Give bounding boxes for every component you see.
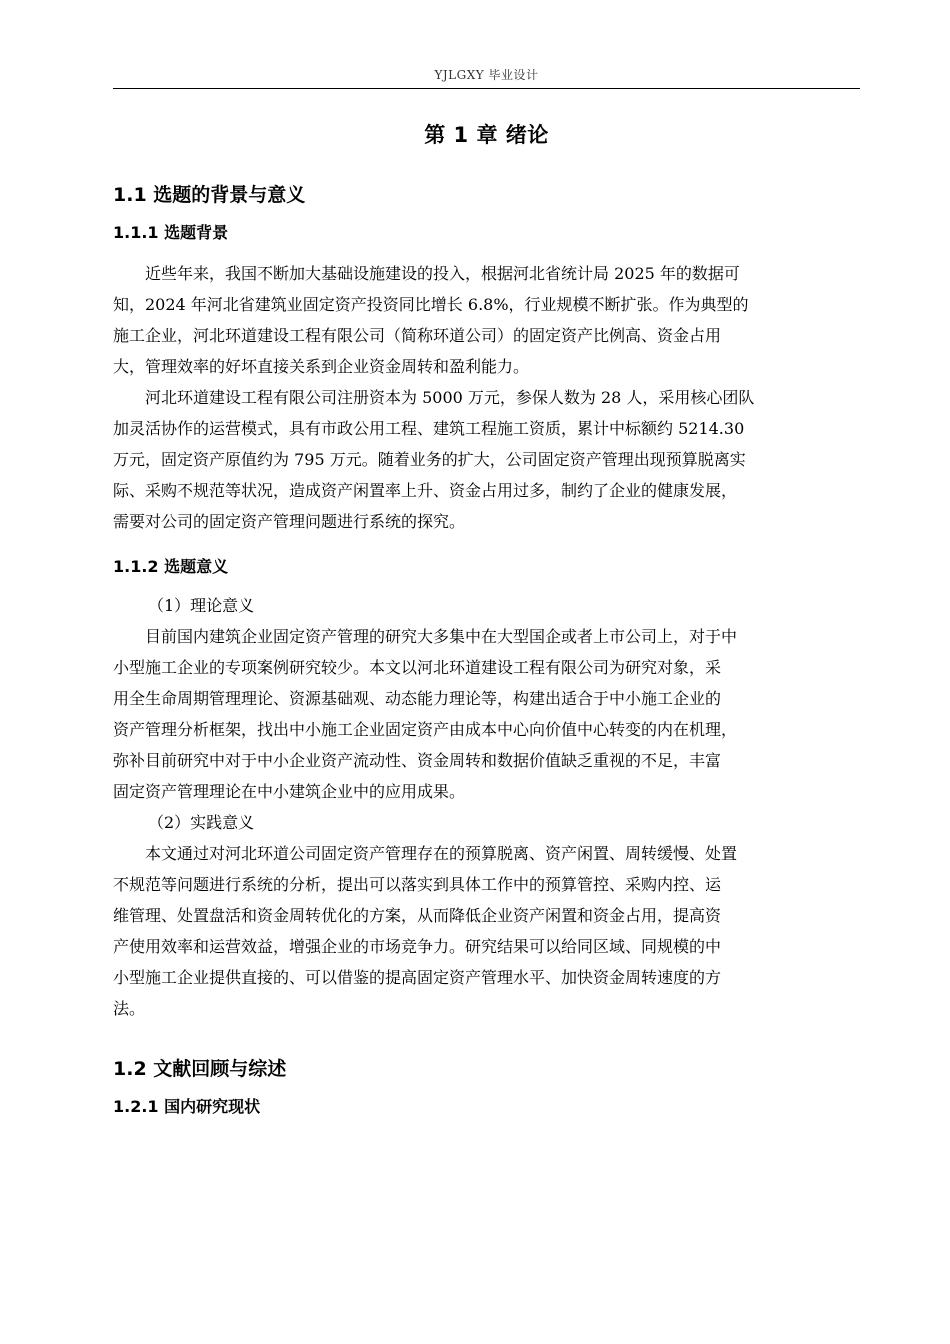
text-line: 目前国内建筑企业固定资产管理的研究大多集中在大型国企或者上市公司上，对于中 xyxy=(145,627,738,646)
text-line: 河北环道建设工程有限公司注册资本为 5000 万元，参保人数为 28 人，采用核心团队 xyxy=(145,388,755,407)
list-item-theoretical-significance: （1）理论意义 xyxy=(148,596,255,615)
list-item-practical-significance: （2）实践意义 xyxy=(148,813,255,832)
text-line: 固定资产管理理论在中小建筑企业中的应用成果。 xyxy=(113,782,466,801)
paragraph-background-1 xyxy=(113,258,860,382)
paragraph-background-2 xyxy=(113,382,860,537)
text-line: 小型施工企业的专项案例研究较少。本文以河北环道建设工程有限公司为研究对象，采 xyxy=(113,658,722,677)
text-line: 万元，固定资产原值约为 795 万元。随着业务的扩大，公司固定资产管理出现预算脱离实 xyxy=(113,450,746,469)
text-line: 际、采购不规范等状况，造成资产闲置率上升、资金占用过多，制约了企业的健康发展， xyxy=(113,481,738,500)
text-line: 需要对公司的固定资产管理问题进行系统的探究。 xyxy=(113,512,466,531)
page-content xyxy=(113,112,860,1120)
text-line: 近些年来，我国不断加大基础设施建设的投入，根据河北省统计局 2025 年的数据可 xyxy=(145,264,740,283)
text-line: 不规范等问题进行系统的分析，提出可以落实到具体工作中的预算管控、采购内控、运 xyxy=(113,875,722,894)
text-line: 维管理、处置盘活和资金周转优化的方案，从而降低企业资产闲置和资金占用，提高资 xyxy=(113,906,722,925)
text-line: 法。 xyxy=(113,999,146,1018)
chapter-title: 第 1 章 绪论 xyxy=(424,123,549,147)
text-line: 加灵活协作的运营模式，具有市政公用工程、建筑工程施工资质，累计中标额约 5214.30 xyxy=(113,419,745,438)
paragraph-theoretical-significance xyxy=(113,621,860,807)
subsection-heading-1-1-1: 1.1.1 选题背景 xyxy=(113,223,229,242)
section-heading-1-2: 1.2 文献回顾与综述 xyxy=(113,1058,287,1080)
text-line: 知，2024 年河北省建筑业固定资产投资同比增长 6.8%，行业规模不断扩张。作为典型的 xyxy=(113,295,749,314)
text-line: 资产管理分析框架，找出中小施工企业固定资产由成本中心向价值中心转变的内在机理， xyxy=(113,720,738,739)
page-header: YJLGXY 毕业设计 xyxy=(434,68,539,82)
section-heading-1-1: 1.1 选题的背景与意义 xyxy=(113,184,306,206)
paragraph-practical-significance xyxy=(113,838,860,1024)
subsection-heading-1-1-2: 1.1.2 选题意义 xyxy=(113,557,229,576)
text-line: 弥补目前研究中对于中小企业资产流动性、资金周转和数据价值缺乏重视的不足，丰富 xyxy=(113,751,722,770)
text-line: 产使用效率和运营效益，增强企业的市场竞争力。研究结果可以给同区域、同规模的中 xyxy=(113,937,722,956)
text-line: 本文通过对河北环道公司固定资产管理存在的预算脱离、资产闲置、周转缓慢、处置 xyxy=(145,844,738,863)
text-line: 用全生命周期管理理论、资源基础观、动态能力理论等，构建出适合于中小施工企业的 xyxy=(113,689,722,708)
text-line: 大，管理效率的好坏直接关系到企业资金周转和盈利能力。 xyxy=(113,357,530,376)
text-line: 小型施工企业提供直接的、可以借鉴的提高固定资产管理水平、加快资金周转速度的方 xyxy=(113,968,722,987)
header-divider xyxy=(113,88,860,89)
subsection-heading-1-2-1: 1.2.1 国内研究现状 xyxy=(113,1097,261,1116)
text-line: 施工企业，河北环道建设工程有限公司（简称环道公司）的固定资产比例高、资金占用 xyxy=(113,326,722,345)
